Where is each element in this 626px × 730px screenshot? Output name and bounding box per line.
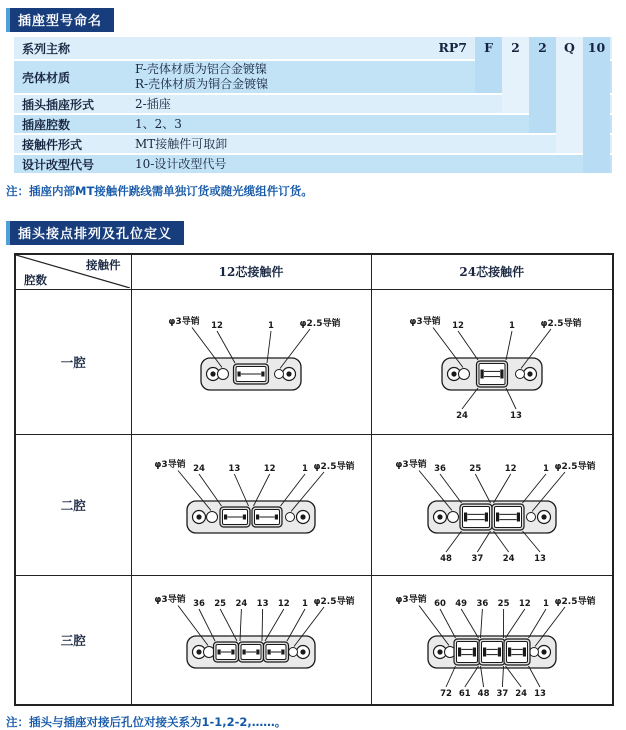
- cell-1cavity-12core: [131, 289, 371, 434]
- svg-text:φ3导销: φ3导销: [168, 315, 199, 327]
- corner-label-contact: 接触件: [86, 257, 121, 273]
- svg-text:12: 12: [211, 321, 223, 331]
- connector-diagram-1cavity-24core: [373, 298, 611, 426]
- naming-row-cavity-count: [14, 115, 612, 133]
- svg-text:36: 36: [434, 464, 446, 474]
- naming-row-design-code: [14, 155, 612, 173]
- section1-title: 插座型号命名: [18, 14, 102, 29]
- svg-text:13: 13: [228, 464, 240, 474]
- naming-row-value: 10-设计改型代号: [135, 157, 226, 172]
- cell-3cavity-24core: [371, 575, 613, 705]
- naming-row-value: 1、2、3: [135, 117, 182, 132]
- connector-diagram-2cavity-12core: [133, 441, 369, 569]
- naming-value-line2: R-壳体材质为铜合金镀镍: [135, 77, 268, 92]
- code-segment-4: Q: [556, 37, 583, 59]
- svg-text:1: 1: [302, 464, 308, 474]
- svg-text:1: 1: [543, 599, 549, 609]
- svg-text:φ3导销: φ3导销: [154, 593, 185, 605]
- svg-text:13: 13: [510, 411, 522, 421]
- svg-text:1: 1: [302, 599, 308, 609]
- svg-text:φ2.5导销: φ2.5导销: [554, 460, 595, 472]
- code-segment-2: 2: [502, 37, 529, 59]
- naming-row-value: MT接触件可取卸: [135, 137, 227, 152]
- svg-text:37: 37: [496, 689, 508, 699]
- svg-text:12: 12: [452, 321, 464, 331]
- svg-text:25: 25: [214, 599, 226, 609]
- svg-text:61: 61: [459, 689, 471, 699]
- naming-row-value: [135, 62, 268, 92]
- cell-2cavity-24core: [371, 434, 613, 575]
- column-header-12core: 12芯接触件: [131, 254, 371, 289]
- connector-diagram-3cavity-24core: [373, 576, 611, 704]
- part-number-naming-table: [14, 37, 612, 173]
- row-header-one-cavity: 一腔: [15, 289, 131, 434]
- svg-text:72: 72: [440, 689, 452, 699]
- svg-text:24: 24: [193, 464, 205, 474]
- corner-label-cavity: 腔数: [24, 272, 47, 288]
- svg-text:48: 48: [477, 689, 489, 699]
- naming-value-line1: F-壳体材质为铝合金镀镍: [135, 62, 268, 77]
- naming-row-label: 设计改型代号: [14, 156, 135, 173]
- naming-row-label: 壳体材质: [14, 69, 135, 86]
- svg-text:φ2.5导销: φ2.5导销: [314, 460, 355, 472]
- svg-text:1: 1: [543, 464, 549, 474]
- svg-text:φ2.5导销: φ2.5导销: [554, 595, 595, 607]
- svg-text:φ2.5导销: φ2.5导销: [314, 595, 355, 607]
- svg-text:φ3导销: φ3导销: [154, 458, 185, 470]
- svg-text:1: 1: [268, 321, 274, 331]
- svg-text:13: 13: [534, 689, 546, 699]
- section1-header-bar: [6, 8, 114, 32]
- svg-text:φ3导销: φ3导销: [409, 315, 440, 327]
- section2-title: 插头接点排列及孔位定义: [18, 227, 172, 242]
- naming-row-value: 2-插座: [135, 97, 171, 112]
- svg-text:φ2.5导销: φ2.5导销: [540, 317, 581, 329]
- naming-row-contact-form: [14, 135, 612, 153]
- cell-3cavity-12core: [131, 575, 371, 705]
- code-segment-1: F: [475, 37, 502, 59]
- cell-2cavity-12core: [131, 434, 371, 575]
- svg-text:49: 49: [455, 599, 467, 609]
- svg-text:13: 13: [257, 599, 269, 609]
- svg-text:36: 36: [476, 599, 488, 609]
- svg-text:24: 24: [235, 599, 247, 609]
- connector-diagram-2cavity-24core: [373, 441, 611, 569]
- svg-text:13: 13: [534, 554, 546, 564]
- row-header-three-cavity: 三腔: [15, 575, 131, 705]
- naming-row-label: 插座腔数: [14, 116, 135, 133]
- section2-note: 注：插头与插座对接后孔位对接关系为1-1,2-2,……。: [6, 714, 626, 730]
- svg-text:φ3导销: φ3导销: [395, 458, 426, 470]
- svg-text:48: 48: [440, 554, 452, 564]
- code-segment-5: 10: [583, 37, 610, 59]
- svg-text:12: 12: [264, 464, 276, 474]
- naming-row-label: 系列主称: [14, 40, 135, 57]
- svg-text:12: 12: [278, 599, 290, 609]
- code-segment-3: 2: [529, 37, 556, 59]
- svg-text:24: 24: [456, 411, 468, 421]
- naming-row-label: 接触件形式: [14, 136, 135, 153]
- svg-text:37: 37: [471, 554, 483, 564]
- code-prefix: RP7: [439, 37, 468, 59]
- svg-text:1: 1: [509, 321, 515, 331]
- svg-text:12: 12: [504, 464, 516, 474]
- corner-header-cell: [15, 254, 131, 289]
- svg-text:24: 24: [515, 689, 527, 699]
- column-header-24core: 24芯接触件: [371, 254, 613, 289]
- svg-text:φ3导销: φ3导销: [395, 593, 426, 605]
- section1-note: 注：插座内部MT接触件跳线需单独订货或随光缆组件订货。: [6, 183, 626, 199]
- svg-text:24: 24: [502, 554, 514, 564]
- row-header-two-cavity: 二腔: [15, 434, 131, 575]
- contact-arrangement-table: [14, 253, 614, 706]
- svg-text:60: 60: [434, 599, 446, 609]
- section2-header-bar: [6, 221, 184, 245]
- svg-text:25: 25: [497, 599, 509, 609]
- svg-text:36: 36: [193, 599, 205, 609]
- svg-text:φ2.5导销: φ2.5导销: [300, 317, 341, 329]
- connector-diagram-1cavity-12core: [133, 298, 369, 426]
- cell-1cavity-24core: [371, 289, 613, 434]
- svg-text:12: 12: [519, 599, 531, 609]
- naming-row-label: 插头插座形式: [14, 96, 135, 113]
- svg-text:25: 25: [469, 464, 481, 474]
- connector-diagram-3cavity-12core: [133, 576, 369, 704]
